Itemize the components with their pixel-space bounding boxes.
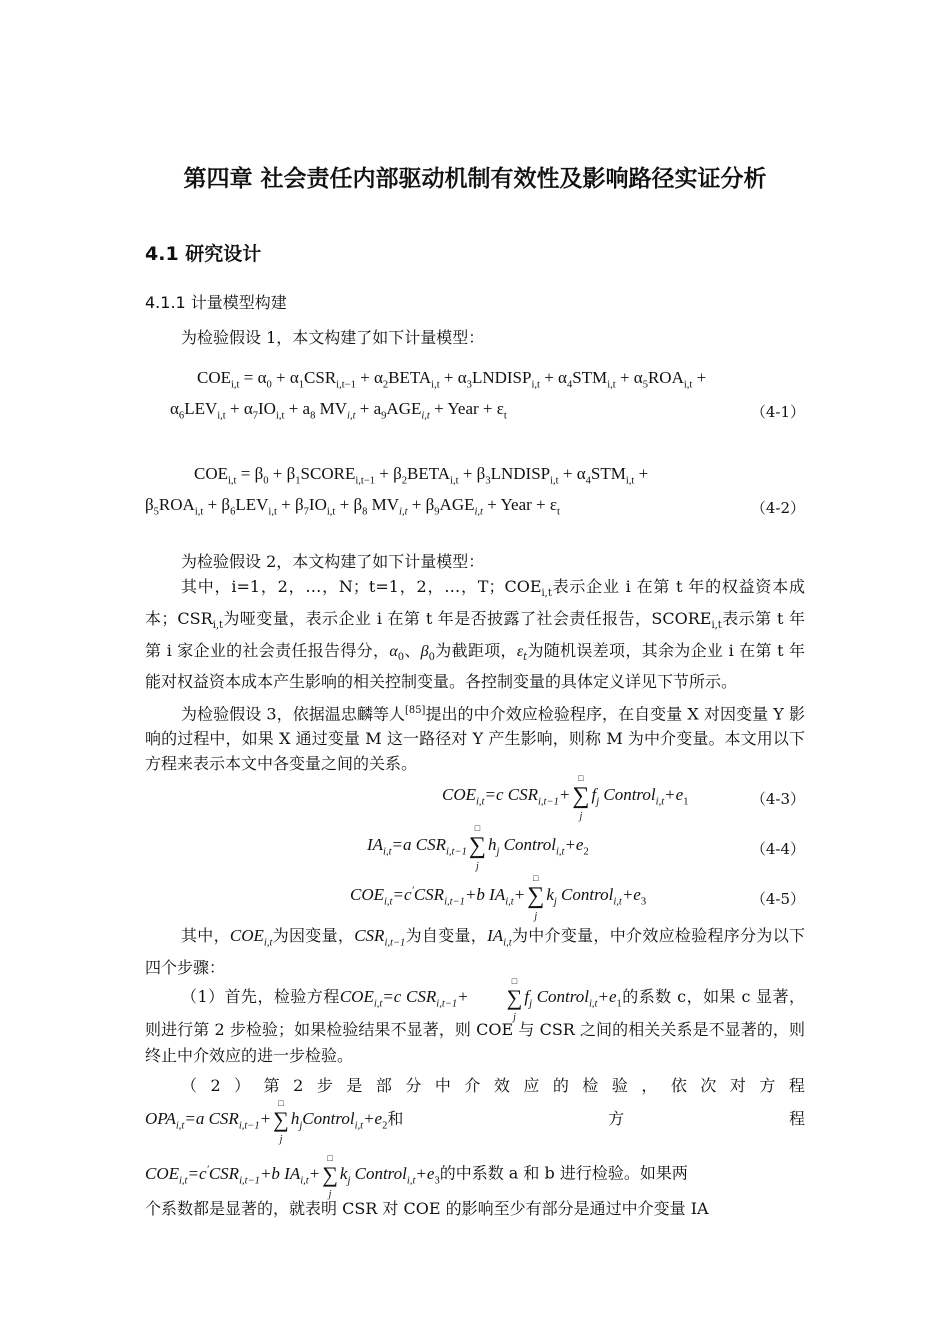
- equation-4-2-line2: $\beta_5ROA_{i,t} + \beta_6LEV_{i,t} + \beta_7IO_{i,t} + \beta_8$ $MV_{i,t} + \beta_9AGE_{i,t}$ + Year + $\varepsilon_t$: [145, 495, 560, 518]
- equation-number-4-2: （4-2）: [750, 499, 805, 517]
- intro-hypothesis-2: 为检验假设 2，本文构建了如下计量模型：: [181, 552, 485, 571]
- equation-number-4-1: （4-1）: [750, 403, 805, 421]
- chapter-title: 第四章 社会责任内部驱动机制有效性及影响路径实证分析: [183, 166, 767, 192]
- section-heading: 4.1 研究设计: [145, 243, 262, 265]
- hypothesis-3-paragraph: 为检验假设 3，依据温忠麟等人[85]提出的中介效应检验程序，在自变量 X 对因变量 Y 影响的过程中，如果 X 通过变量 M 这一路径对 Y 产生影响，则称 M 为中介变量。本文用以下方程来表示本文中各变量之间的关系。: [145, 704, 805, 773]
- equation-number-4-5: （4-5）: [750, 890, 805, 908]
- equation-number-4-3: （4-3）: [750, 790, 805, 808]
- equation-4-5: $COE_{i,t}=c'CSR_{i,t-1}+b$ $IA_{i,t}+\sum$ □ j $k_j$ $Control_{i,t}+e_3$: [350, 873, 647, 922]
- step-1-paragraph: （1）首先，检验方程$COE_{i,t}=c$ $CSR_{i,t-1}+$ ∑ □ j $f_j$ $Control_{i,t}+e_1$的系数 c，如果 c 显著，则进行第 2 步检验；如果检验结果不显著，则 COE 与 CSR 之间的相关关系是不显著的，则终止中介效应的进一步检验。: [145, 976, 805, 1066]
- intro-hypothesis-1: 为检验假设 1，本文构建了如下计量模型：: [181, 328, 485, 347]
- equation-4-2-line1: $COE_{i,t} = \beta_0$ + $\beta_1SCORE_{i,t-1}$ + $\beta_2BETA_{i,t}$ + $\beta_3LNDISP_{i,t} + \alpha_4STM_{i,t}$ +: [194, 464, 649, 487]
- step-2-line-1: （ 2 ） 第 2 步 是 部 分 中 介 效 应 的 检 验 ， 依 次 对 方 程: [181, 1076, 805, 1095]
- variables-paragraph: 其中，i=1，2，…，N；t=1，2，…，T；$COE_{i,t}$表示企业 i 在第 t 年的权益资本成本；$CSR_{i,t}$为哑变量，表示企业 i 在第 t 年是否披露了社会责任报告，$SCORE_{i,t}$表示第 t 年第 i 家企业的社会责任报告得分，$\alpha_0$、$\beta_0$为截距项，$\varepsilon_t$为随机误差项，其余为企业 i 在第 t 年能对权益资本成本产生影响的相关控制变量。各控制变量的具体定义详见下节所示。: [145, 577, 805, 692]
- step-2-line-3: $COE_{i,t}=c'CSR_{i,t-1}+b$ $IA_{i,t}+\sum$ □ j $k_j$ $Control_{i,t}+e_3$的中系数 a 和 b 进行检验。如果两: [145, 1152, 688, 1200]
- equation-4-3: $COE_{i,t}=c$ $CSR_{i,t-1}+\sum$ □ j $f_j$ $Control_{i,t}+e_1$: [442, 773, 689, 822]
- equation-4-1-line1: $COE_{i,t} = \alpha_0 + \alpha_1CSR_{i,t-1}$ + $\alpha_2BETA_{i,t}$ + $\alpha_3LNDISP_{i,t} + \alpha_4STM_{i,t} + \alpha_5ROA_{i,t}$ +: [197, 368, 707, 391]
- equation-4-4: $IA_{i,t}=a$ $CSR_{i,t-1}\sum$ □ j $h_j$ $Control_{i,t}+e_2$: [367, 823, 589, 872]
- steps-intro-paragraph: 其中，$COE_{i,t}$为因变量，$CSR_{i,t-1}$为自变量，$IA_{i,t}$为中介变量，中介效应检验程序分为以下四个步骤：: [145, 926, 805, 977]
- subsection-heading: 4.1.1 计量模型构建: [145, 293, 287, 312]
- equation-4-1-line2: $\alpha_6LEV_{i,t} + \alpha_7IO_{i,t} + a_8$ $MV_{i,t} + a_9AGE_{i,t}$ + Year + $\varepsilon_t$: [170, 399, 507, 422]
- step-2-line-2: $OPA_{i,t}=a$ $CSR_{i,t-1}+\sum$ □ j $h_jControl_{i,t}+e_2$和 方 程: [145, 1098, 805, 1146]
- step-2-line-4: 个系数都是显著的，就表明 CSR 对 COE 的影响至少有部分是通过中介变量 IA: [145, 1199, 709, 1218]
- equation-number-4-4: （4-4）: [750, 840, 805, 858]
